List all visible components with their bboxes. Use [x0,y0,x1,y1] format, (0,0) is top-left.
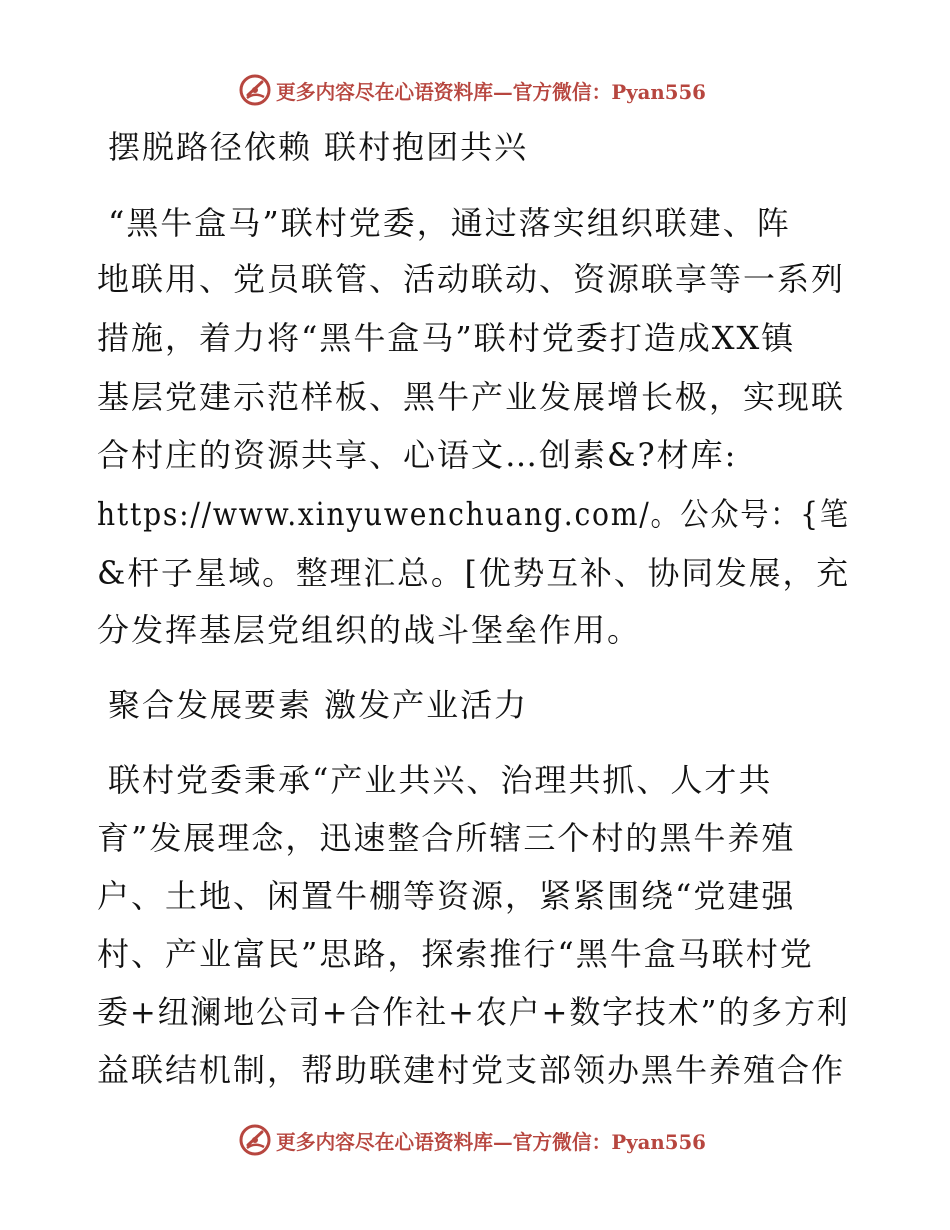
body-line: 地联用、党员联管、活动联动、资源联享等一系列 [97,260,846,298]
body-line: 合村庄的资源共享、心语文…创素&?材库: [97,436,738,474]
body-line: “黑牛盒马”联村党委，通过落实组织联建、阵 [108,204,791,242]
body-line: 分发挥基层党组织的战斗堡垒作用。 [97,611,642,649]
body-line: &杆子星域。整理汇总。[优势互补、协同发展，充 [97,554,850,592]
body-line: 委+纽澜地公司+合作社+农户+数字技术”的多方利 [97,993,850,1031]
body-line: 育”发展理念，迅速整合所辖三个村的黑牛养殖 [97,819,796,857]
body-line: 基层党建示范样板、黑牛产业发展增长极，实现联 [97,378,846,416]
body-line: https://www.xinyuwenchuang.com/。公众号：{笔 [97,495,850,533]
body-line: 益联结机制，帮助联建村党支部领办黑牛养殖合作 [97,1051,846,1089]
section-heading: 聚合发展要素 激发产业活力 [108,686,529,724]
body-line: 联村党委秉承“产业共兴、治理共抓、人才共 [108,761,773,799]
watermark-header [0,70,950,110]
body-line: 户、土地、闲置牛棚等资源，紧紧围绕“党建强 [97,877,796,915]
watermark-text: 更多内容尽在心语资料库—官方微信：Pyan556 [276,1129,706,1154]
logo-icon [238,73,272,107]
logo-icon [238,1123,272,1157]
section-heading: 摆脱路径依赖 联村抱团共兴 [108,128,529,166]
watermark-footer [0,1120,950,1160]
body-line: 村、产业富民”思路，探索推行“黑牛盒马联村党 [97,935,814,973]
watermark-text: 更多内容尽在心语资料库—官方微信：Pyan556 [276,79,706,104]
body-line: 措施，着力将“黑牛盒马”联村党委打造成XX镇 [97,319,796,357]
